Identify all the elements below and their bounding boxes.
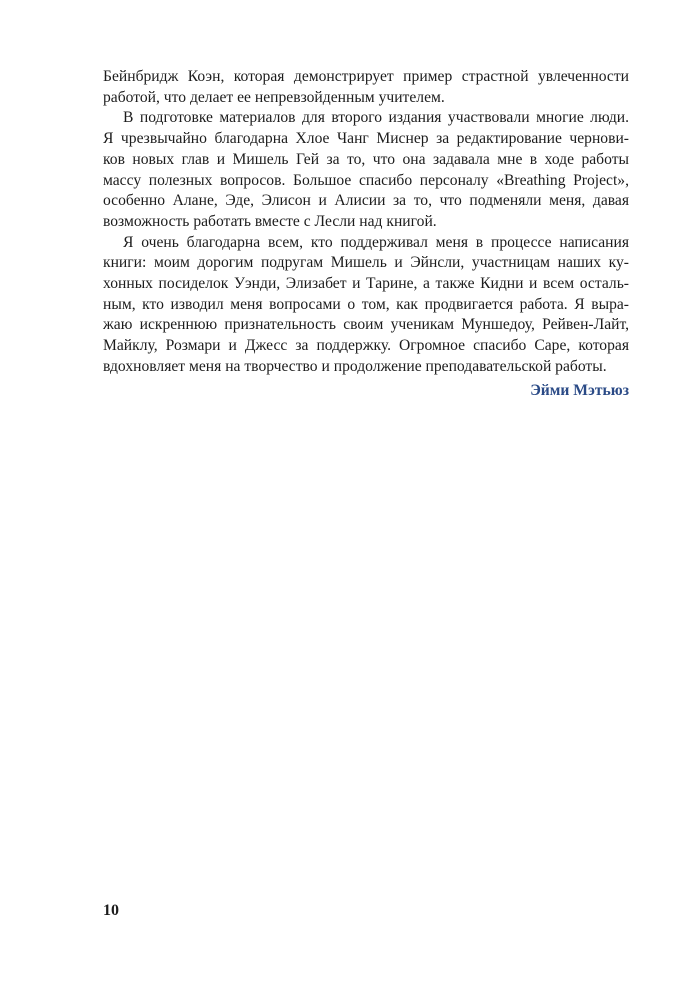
text-line: особенно Алане, Эде, Элисон и Алисии за то, что подменяли меня, давая [103, 192, 629, 210]
text-line: возможность работать вместе с Лесли над книгой. [103, 212, 437, 230]
text-line: В подготовке материалов для второго издания участвовали многие люди. [123, 109, 629, 127]
text-line: вдохновляет меня на творчество и продолжение преподавательской работы. [103, 357, 607, 375]
author-signature: Эйми Мэтьюз [530, 381, 629, 399]
text-line: работой, что делает ее непревзойденным учителем. [103, 88, 445, 106]
paragraph-2 [103, 108, 629, 232]
page-number: 10 [103, 902, 119, 919]
text-line: Бейнбридж Коэн, которая демонстрирует пример страстной увлеченности [103, 68, 629, 85]
text-line: ным, кто изводил меня вопросами о том, как продвигается работа. Я выра- [103, 295, 629, 313]
text-line: книги: моим дорогим подругам Мишель и Эйнсли, участницам наших ку- [103, 254, 629, 272]
text-line: Я чрезвычайно благодарна Хлое Чанг Миснер за редактирование чернови- [103, 130, 629, 148]
text-line: жаю искреннюю признательность своим ученикам Муншедоу, Рейвен-Лайт, [103, 316, 629, 334]
paragraph-1 [103, 67, 629, 108]
text-line: Майклу, Розмари и Джесс за поддержку. Огромное спасибо Саре, которая [103, 337, 629, 355]
text-line: Я очень благодарна всем, кто поддерживал меня в процессе написания [123, 233, 629, 251]
text-line: хонных посиделок Уэнди, Элизабет и Тарине, а также Кидни и всем осталь- [103, 275, 629, 293]
text-line: ков новых глав и Мишель Гей за то, что она задавала мне в ходе работы [103, 150, 629, 168]
text-line: массу полезных вопросов. Большое спасибо персоналу «Breathing Project», [103, 171, 629, 189]
page-body [103, 67, 629, 401]
paragraph-3 [103, 233, 629, 378]
